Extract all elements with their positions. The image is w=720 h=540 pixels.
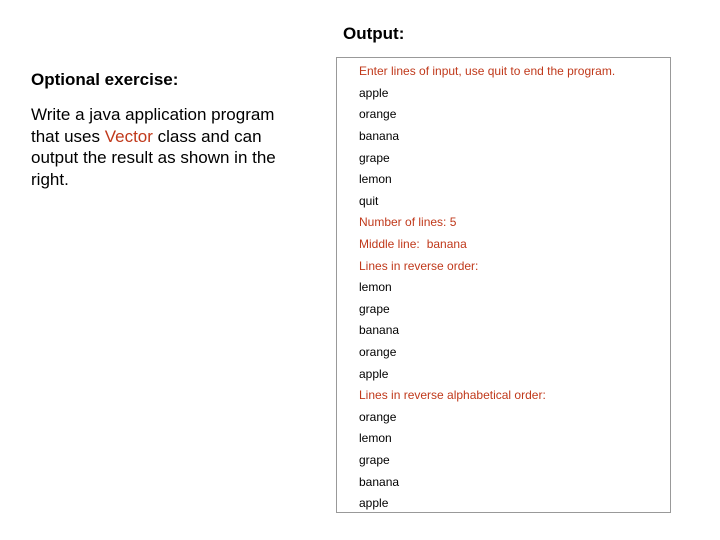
line-count-line [359,215,456,229]
reverse-alpha-line: lemon [359,431,392,445]
middle-line-label: Middle line: [359,237,420,251]
console-input-line: banana [359,129,400,143]
reverse-order-line: lemon [359,280,392,294]
exercise-description [31,104,306,190]
vector-keyword: Vector [104,126,153,146]
reverse-alpha-line: grape [359,453,390,467]
console-prompt-line: Enter lines of input, use quit to end the program. [359,64,616,78]
exercise-text-start: Write a java application program that uses [31,105,275,146]
middle-line-line [359,237,467,251]
line-count-value: 5 [449,215,457,229]
exercise-title: Optional exercise: [31,70,179,89]
console-input-line: apple [359,86,389,100]
console-input-line: orange [359,107,397,121]
reverse-alpha-line: apple [359,496,389,510]
reverse-alpha-heading: Lines in reverse alphabetical order: [359,388,546,402]
exercise-text-end: class and can output the result as shown in the right. [31,126,276,189]
reverse-order-line: grape [359,302,390,316]
output-heading: Output: [343,24,405,43]
reverse-alpha-line: banana [359,475,400,489]
reverse-alpha-line: orange [359,410,397,424]
middle-line-value: banana [426,237,467,251]
reverse-order-heading: Lines in reverse order: [359,259,479,273]
reverse-order-line: banana [359,323,400,337]
console-input-line: grape [359,151,390,165]
console-input-line: quit [359,194,379,208]
line-count-label: Number of lines: [359,215,447,229]
console-input-line: lemon [359,172,392,186]
reverse-order-line: orange [359,345,397,359]
reverse-order-line: apple [359,367,389,381]
